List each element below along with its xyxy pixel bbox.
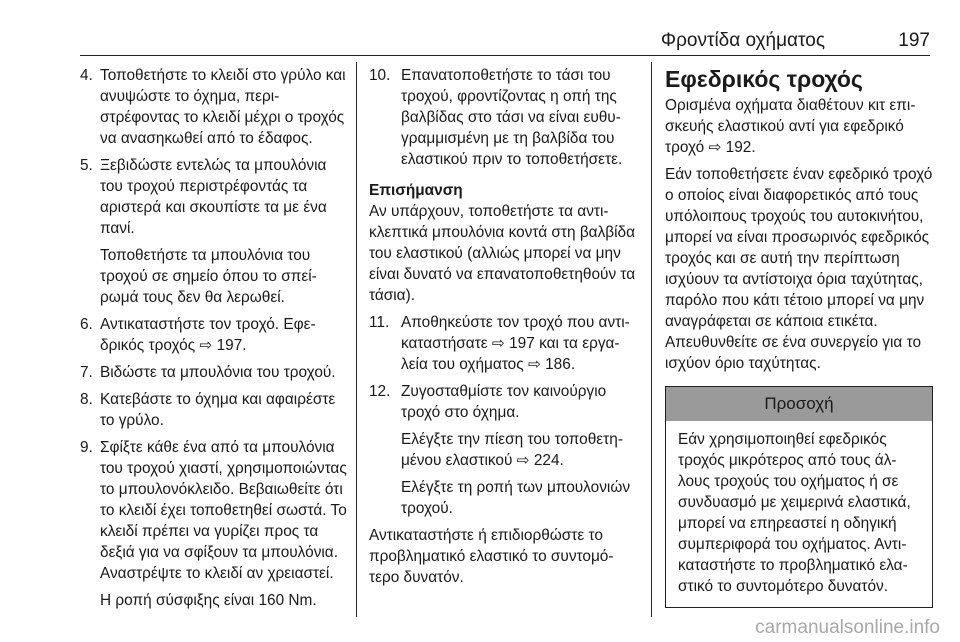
page-ref-link[interactable]: 197 (509, 335, 535, 352)
column-divider-2 (651, 62, 652, 617)
step-number: 5. (80, 157, 93, 174)
step-text: Ξεβιδώστε εντελώς τα μπουλόνια του τροχού περιστρέφοντάς τα αριστερά και σκουπίστε τα με ένα πανί. (100, 157, 327, 237)
step-11: 11. Αποθηκεύστε τον τροχό που αντικαταστήσατε ⇨ 197 και τα εργαλεία του οχήματος ⇨ 186. (369, 314, 630, 373)
paragraph-text: Ορισμένα οχήματα διαθέτουν κιτ επισκευής ελαστικού αντί για εφεδρικό τροχό (665, 97, 916, 156)
column-divider-1 (356, 62, 357, 617)
step-number: 6. (80, 316, 93, 333)
step-number: 4. (80, 67, 93, 84)
page-ref-arrow-icon: ⇨ (199, 337, 213, 354)
watermark: carmanualsonline.info (755, 617, 940, 638)
page-ref-link[interactable]: 192 (725, 139, 752, 156)
step-number: 7. (80, 364, 93, 381)
step-number: 9. (80, 439, 93, 456)
step-text: Η ροπή σύσφιξης είναι 160 Nm. (100, 592, 317, 609)
step-10 (369, 65, 637, 170)
step-text: Κατεβάστε το όχημα και αφαιρέστε το γρύλο. (100, 391, 336, 429)
step-4 (80, 65, 348, 149)
header-title: Φροντίδα οχήματος (660, 30, 825, 51)
note-title: Επισήμανση (369, 182, 463, 199)
step-text: Επανατοποθετήστε το τάσι του τροχού, φροντίζοντας η οπή της βαλβίδας στο τάσι να είναι ευθυγραμμισμένη με τη βαλβίδα του ελαστικού πριν το τοποθετήσετε. (401, 67, 623, 168)
step-8 (80, 389, 348, 431)
step-text: Ζυγοσταθμίστε τον καινούργιο τροχό στο όχημα. (401, 383, 607, 421)
step-7 (80, 362, 348, 383)
step-number: 12. (369, 383, 391, 400)
step-6: 6. Αντικαταστήστε τον τροχό. Εφεδρικός τροχός ⇨ 197. (80, 316, 316, 354)
step-5 (80, 155, 348, 308)
page-ref-link[interactable]: 186 (545, 356, 571, 373)
step-9 (80, 437, 348, 611)
column-2 (369, 65, 637, 594)
step-number: 11. (369, 314, 390, 331)
page-ref-arrow-icon: ⇨ (708, 139, 722, 156)
column-1 (80, 65, 348, 617)
caution-box (665, 386, 933, 608)
step-text: Τοποθετήστε τα μπουλόνια του τροχού σε σημείο όπου το σπείρωμά τους δεν θα λερωθεί. (100, 247, 317, 306)
section-heading: Εφεδρικός τροχός (665, 66, 863, 92)
page-ref-arrow-icon: ⇨ (491, 335, 505, 352)
step-text: Σφίξτε κάθε ένα από τα μπουλόνια του τροχού χιαστί, χρησιμοποιώντας το μπουλονόκλειδο. Βεβαιωθείτε ότι το κλειδί έχει τοποθετηθεί σωστά. Το κλειδί πρέπει να γυρίζει προς τα δεξιά για να σφίξουν τα μπουλόνια. Αναστρέψτε το κλειδί αν χρειαστεί. (100, 439, 347, 582)
step-text: Ελέγξτε τη ροπή των μπουλονιών τροχού. (401, 479, 631, 517)
page-ref-arrow-icon: ⇨ (516, 452, 530, 469)
column-3: Εφεδρικός τροχός Ορισμένα οχήματα διαθέτουν κιτ επισκευής ελαστικού αντί για εφεδρικό τροχό ⇨ 192. Εάν τοποθετήσετε έναν εφεδρικό τροχό ο οποίος είναι διαφορετικός από τους υπόλοιπους τροχούς του αυτοκινήτου, μπορεί να είναι προσωρινός εφεδρικός τροχός και σε αυτή την περίπτωση ισχύουν τα αντίστοιχα όρια ταχύτητας, παρόλο που κάτι τέτοιο μπορεί να μην αναγράφεται σε κάποια ετικέτα. Απευθυνθείτε σε ένα συνεργείο για το ισχύον όριο ταχύτητας. Προσοχή Εάν χρησιμοποιηθεί εφεδρικός τροχός μικρότερος από τους άλλους τροχούς του οχήματος ή σε συνδυασμό με χειμερινά ελαστικά, μπορεί να επηρεαστεί η οδηγική συμπεριφορά του οχήματος. Αντικαταστήστε το προβληματικό ελαστικό το συντομότερο δυνατόν. (665, 65, 933, 608)
page-ref-link[interactable]: 197 (216, 337, 243, 354)
caution-text: Εάν χρησιμοποιηθεί εφεδρικός τροχός μικρότερος από τους άλλους τροχούς του οχήματος ή σε συνδυασμό με χειμερινά ελαστικά, μπορεί να επηρεαστεί η οδηγική συμπεριφορά του οχήματος. Αντικαταστήστε το προβληματικό ελαστικό το συντομότερο δυνατόν. (678, 431, 911, 595)
header-rule (80, 55, 930, 56)
caution-title: Προσοχή (666, 387, 932, 421)
step-text: Βιδώστε τα μπουλόνια του τροχού. (100, 364, 336, 381)
page-ref-link[interactable]: 224 (533, 452, 560, 469)
step-text: Τοποθετήστε το κλειδί στο γρύλο και ανυψώστε το όχημα, περιστρέφοντας το κλειδί μέχρι ο τροχός να ανασηκωθεί από το έδαφος. (100, 67, 346, 147)
page-number: 197 (898, 30, 930, 51)
step-number: 10. (369, 67, 391, 84)
step-number: 8. (80, 391, 93, 408)
note-text: Αν υπάρχουν, τοποθετήστε τα αντικλεπτικά μπουλόνια κοντά στη βαλβίδα του ελαστικού (αλλιώς μπορεί να μην είναι δυνατό να επανατοποθετηθούν τα τάσια). (369, 203, 636, 304)
paragraph-text: Εάν τοποθετήσετε έναν εφεδρικό τροχό ο οποίος είναι διαφορετικός από τους υπόλοιπους τροχούς του αυτοκινήτου, μπορεί να είναι προσωρινός εφεδρικός τροχός και σε αυτή την περίπτωση ισχύουν τα αντίστοιχα όρια ταχύτητας, παρόλο που κάτι τέτοιο μπορεί να μην αναγράφεται σε κάποια ετικέτα. Απευθυνθείτε σε ένα συνεργείο για το ισχύον όριο ταχύτητας. (665, 166, 933, 372)
step-text: Αντικαταστήστε τον τροχό. Εφεδρικός τροχός (100, 316, 316, 354)
closing-text: Αντικαταστήστε ή επιδιορθώστε το προβληματικό ελαστικό το συντομότερο δυνατόν. (369, 527, 614, 586)
step-12: 12. Ζυγοσταθμίστε τον καινούργιο τροχό στο όχημα. Ελέγξτε την πίεση του τοποθετημένου ελαστικού ⇨ 224. Ελέγξτε τη ροπή των μπουλονιών τροχού. (369, 381, 637, 519)
page-ref-arrow-icon: ⇨ (527, 356, 541, 373)
